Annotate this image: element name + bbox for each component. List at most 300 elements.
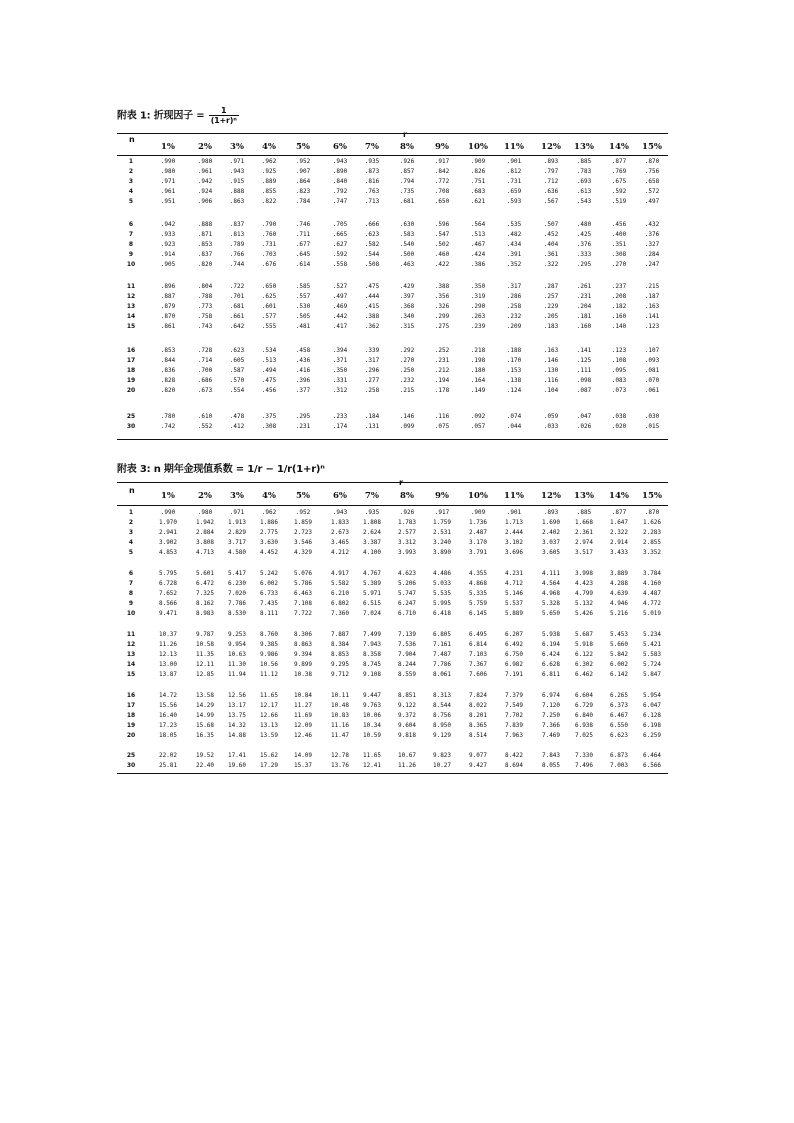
table1-bottom-rule [117, 439, 668, 440]
table-cell: 1.859 [293, 519, 313, 526]
table-cell: .469 [332, 303, 348, 310]
table-cell: 8.313 [432, 692, 452, 699]
row-period: 5 [128, 549, 134, 556]
table1-header-11pct: 11% [504, 142, 524, 152]
table-cell: 5.328 [541, 600, 561, 607]
table-cell: 4.968 [541, 590, 561, 597]
table-cell: .582 [364, 241, 380, 248]
table-cell: 1.759 [432, 519, 452, 526]
table-cell: .659 [506, 188, 522, 195]
table-cell: .092 [470, 413, 486, 420]
row-period: 2 [128, 519, 134, 526]
table-cell: .111 [576, 367, 592, 374]
table-cell: 8.111 [259, 610, 279, 617]
row-period: 1 [128, 158, 134, 165]
table-cell: .676 [261, 261, 277, 268]
table-cell: 6.145 [468, 610, 488, 617]
table-cell: 12.09 [293, 722, 313, 729]
table-cell: .828 [160, 377, 176, 384]
table-cell: .326 [434, 303, 450, 310]
table-cell: 6.729 [574, 702, 594, 709]
table-cell: 6.840 [574, 712, 594, 719]
table-cell: 6.492 [504, 641, 524, 648]
table-cell: .861 [160, 323, 176, 330]
table-cell: 9.295 [330, 661, 350, 668]
table-cell: .613 [576, 188, 592, 195]
table-cell: .467 [470, 241, 486, 248]
table-cell: 6.604 [574, 692, 594, 699]
row-period: 16 [126, 692, 136, 699]
row-period: 5 [128, 198, 134, 205]
table-cell: 7.843 [541, 752, 561, 759]
table-row [117, 157, 668, 167]
table-cell: 12.17 [259, 702, 279, 709]
table-cell: 5.918 [574, 641, 594, 648]
table-cell: .475 [261, 377, 277, 384]
table-cell: 9.253 [227, 631, 247, 638]
table-cell: 8.851 [397, 692, 417, 699]
table-cell: 10.84 [293, 692, 313, 699]
table3-header-9pct: 9% [435, 491, 449, 501]
table-cell: .375 [261, 413, 277, 420]
table-cell: .623 [364, 231, 380, 238]
table-cell: 9.823 [432, 752, 452, 759]
table-cell: 6.122 [574, 651, 594, 658]
table-cell: 13.76 [330, 762, 350, 769]
table-cell: 4.946 [609, 600, 629, 607]
table1-header-1pct: 1% [161, 142, 175, 152]
table-cell: .204 [576, 303, 592, 310]
table-cell: .890 [332, 168, 348, 175]
table-cell: .907 [295, 168, 311, 175]
table-cell: .231 [295, 423, 311, 430]
table-cell: 3.696 [504, 549, 524, 556]
table-cell: 7.549 [504, 702, 524, 709]
table-cell: .863 [229, 198, 245, 205]
table-cell: 8.422 [504, 752, 524, 759]
table-row [117, 197, 668, 207]
table-cell: 10.48 [330, 702, 350, 709]
table-cell: .686 [197, 377, 213, 384]
table-cell: 6.628 [541, 661, 561, 668]
row-period: 17 [126, 702, 136, 709]
table-cell: .650 [434, 198, 450, 205]
table3-top-rule [117, 482, 668, 483]
table-cell: .879 [160, 303, 176, 310]
table-cell: .766 [229, 251, 245, 258]
table-cell: .650 [261, 283, 277, 290]
table-row [117, 751, 668, 761]
row-period: 30 [126, 423, 136, 430]
table1-header-12pct: 12% [541, 142, 561, 152]
table-cell: .961 [197, 168, 213, 175]
table-cell: .436 [295, 357, 311, 364]
table-cell: .567 [543, 198, 559, 205]
table-cell: .636 [543, 188, 559, 195]
table-cell: 8.566 [158, 600, 178, 607]
table1-n-label: n [129, 135, 135, 144]
table-cell: 8.544 [432, 702, 452, 709]
table-cell: 5.786 [293, 580, 313, 587]
row-period: 6 [128, 221, 134, 228]
table-cell: .231 [576, 293, 592, 300]
table-cell: 5.417 [227, 570, 247, 577]
table-cell: .456 [611, 221, 627, 228]
table-cell: 7.887 [330, 631, 350, 638]
table-cell: .935 [364, 158, 380, 165]
table-cell: .188 [506, 347, 522, 354]
table-row [117, 538, 668, 548]
table-cell: .356 [434, 293, 450, 300]
table-cell: 25.81 [158, 762, 178, 769]
table-cell: .478 [229, 413, 245, 420]
table-cell: .784 [295, 198, 311, 205]
table1-header-5pct: 5% [296, 142, 310, 152]
table-cell: .250 [399, 367, 415, 374]
table-cell: 6.002 [609, 661, 629, 668]
table-cell: 8.950 [432, 722, 452, 729]
table-cell: 5.795 [158, 570, 178, 577]
table-cell: .543 [576, 198, 592, 205]
table-cell: .376 [576, 241, 592, 248]
table-cell: 12.66 [259, 712, 279, 719]
table-cell: 1.970 [158, 519, 178, 526]
table-cell: .971 [160, 178, 176, 185]
row-period: 13 [126, 303, 136, 310]
table-cell: .990 [160, 158, 176, 165]
table1-header-15pct: 15% [642, 142, 662, 152]
row-period: 19 [126, 722, 136, 729]
table-cell: 9.471 [158, 610, 178, 617]
table-cell: .164 [470, 377, 486, 384]
table-cell: 6.265 [609, 692, 629, 699]
table-row [117, 412, 668, 422]
row-period: 14 [126, 313, 136, 320]
table-cell: 4.767 [362, 570, 382, 577]
row-period: 11 [126, 631, 136, 638]
row-period: 15 [126, 323, 136, 330]
table-cell: .889 [261, 178, 277, 185]
table-cell: .601 [261, 303, 277, 310]
table-cell: .870 [160, 313, 176, 320]
table-cell: .073 [611, 387, 627, 394]
table-cell: 14.72 [158, 692, 178, 699]
table-cell: .059 [543, 413, 559, 420]
table-cell: .183 [543, 323, 559, 330]
table-cell: .153 [506, 367, 522, 374]
table-cell: .116 [434, 413, 450, 420]
table-cell: 6.207 [504, 631, 524, 638]
table-cell: .857 [399, 168, 415, 175]
table-cell: .258 [364, 387, 380, 394]
table-cell: .123 [611, 347, 627, 354]
table-cell: 4.580 [227, 549, 247, 556]
table-cell: .434 [506, 241, 522, 248]
table-cell: 8.061 [432, 671, 452, 678]
table-cell: 15.56 [158, 702, 178, 709]
table-cell: 6.728 [158, 580, 178, 587]
table-cell: 13.00 [158, 661, 178, 668]
table-row [117, 599, 668, 609]
table-cell: 14.88 [227, 732, 247, 739]
table-cell: 12.78 [330, 752, 350, 759]
table-row [117, 386, 668, 396]
table1-section [117, 102, 668, 442]
table-cell: 14.99 [195, 712, 215, 719]
table-cell: .198 [470, 357, 486, 364]
table-cell: 4.212 [330, 549, 350, 556]
table-row [117, 167, 668, 177]
table-row [117, 260, 668, 270]
table-cell: .505 [295, 313, 311, 320]
table-cell: .182 [611, 303, 627, 310]
table-cell: 7.366 [541, 722, 561, 729]
table-cell: 8.201 [468, 712, 488, 719]
table-cell: .416 [295, 367, 311, 374]
table-cell: .844 [160, 357, 176, 364]
row-period: 1 [128, 509, 134, 516]
table-cell: 2.829 [227, 529, 247, 536]
table-cell: .943 [229, 168, 245, 175]
table-cell: .625 [261, 293, 277, 300]
table-cell: 3.312 [397, 539, 417, 546]
table-cell: .429 [399, 283, 415, 290]
table-cell: .116 [543, 377, 559, 384]
row-period: 4 [128, 188, 134, 195]
table-cell: .404 [543, 241, 559, 248]
table-cell: 1.783 [397, 519, 417, 526]
table-row [117, 650, 668, 660]
table-cell: .394 [332, 347, 348, 354]
table-cell: .327 [644, 241, 660, 248]
table3-header-5pct: 5% [296, 491, 310, 501]
table-cell: .645 [295, 251, 311, 258]
table-cell: 5.234 [642, 631, 662, 638]
table-cell: 2.361 [574, 529, 594, 536]
table-cell: .108 [611, 357, 627, 364]
table-cell: .513 [470, 231, 486, 238]
table-cell: 2.941 [158, 529, 178, 536]
row-period: 7 [128, 231, 134, 238]
table-cell: 7.250 [541, 712, 561, 719]
table-cell: 6.802 [330, 600, 350, 607]
table-cell: 11.12 [259, 671, 279, 678]
table-cell: 5.076 [293, 570, 313, 577]
table-cell: .033 [543, 423, 559, 430]
table-row [117, 356, 668, 366]
table-row [117, 721, 668, 731]
row-period: 3 [128, 178, 134, 185]
table-cell: .535 [506, 221, 522, 228]
table-cell: 15.37 [293, 762, 313, 769]
row-period: 18 [126, 367, 136, 374]
table-cell: .290 [470, 303, 486, 310]
table-cell: 3.889 [609, 570, 629, 577]
table-cell: 5.216 [609, 610, 629, 617]
table-row [117, 322, 668, 332]
table-cell: 6.230 [227, 580, 247, 587]
table-cell: 3.465 [330, 539, 350, 546]
table-cell: .823 [295, 188, 311, 195]
table-cell: .642 [229, 323, 245, 330]
table-cell: .093 [644, 357, 660, 364]
table-cell: 1.886 [259, 519, 279, 526]
table-cell: .141 [644, 313, 660, 320]
table-cell: 7.191 [504, 671, 524, 678]
table-cell: .728 [197, 347, 213, 354]
table-row [117, 701, 668, 711]
table-cell: 3.387 [362, 539, 382, 546]
table-cell: .935 [364, 509, 380, 516]
table-cell: .873 [364, 168, 380, 175]
table-cell: .712 [543, 178, 559, 185]
table-cell: .315 [399, 323, 415, 330]
table-cell: .683 [470, 188, 486, 195]
table-cell: .917 [434, 509, 450, 516]
table-cell: 9.712 [330, 671, 350, 678]
table-cell: .368 [399, 303, 415, 310]
table-cell: 2.444 [504, 529, 524, 536]
table-cell: .527 [332, 283, 348, 290]
table-cell: 6.302 [574, 661, 594, 668]
table-cell: 5.453 [609, 631, 629, 638]
table-cell: .681 [229, 303, 245, 310]
table-cell: 13.87 [158, 671, 178, 678]
table-cell: .554 [229, 387, 245, 394]
table-cell: .362 [364, 323, 380, 330]
row-period: 9 [128, 600, 134, 607]
table-cell: .583 [399, 231, 415, 238]
table-cell: 5.889 [504, 610, 524, 617]
table-row [117, 640, 668, 650]
table-cell: 13.58 [195, 692, 215, 699]
table3-bottom-rule [117, 773, 668, 774]
table-cell: 6.210 [330, 590, 350, 597]
row-period: 8 [128, 590, 134, 597]
table-cell: 9.385 [259, 641, 279, 648]
table-cell: 2.855 [642, 539, 662, 546]
table-cell: .780 [160, 413, 176, 420]
table-cell: .783 [576, 168, 592, 175]
table-cell: .261 [576, 283, 592, 290]
table-cell: 6.811 [541, 671, 561, 678]
table-cell: 19.60 [227, 762, 247, 769]
table-cell: 11.65 [362, 752, 382, 759]
table-row [117, 528, 668, 538]
table-cell: 4.713 [195, 549, 215, 556]
table-cell: 1.713 [504, 519, 524, 526]
table-cell: .205 [543, 313, 559, 320]
table-cell: 5.335 [468, 590, 488, 597]
table1-header-10pct: 10% [468, 142, 488, 152]
table-cell: 9.447 [362, 692, 382, 699]
table-cell: .317 [506, 283, 522, 290]
row-period: 10 [126, 261, 136, 268]
table-cell: .877 [611, 158, 627, 165]
table-cell: .149 [470, 387, 486, 394]
table-cell: 13.17 [227, 702, 247, 709]
table-cell: .212 [434, 367, 450, 374]
table-row [117, 346, 668, 356]
table1-header-14pct: 14% [609, 142, 629, 152]
row-period: 19 [126, 377, 136, 384]
table-row [117, 302, 668, 312]
table-cell: .558 [332, 261, 348, 268]
table-cell: 7.839 [504, 722, 524, 729]
row-period: 3 [128, 529, 134, 536]
table3-header-rule [117, 505, 668, 506]
table-cell: 9.372 [397, 712, 417, 719]
table-cell: .756 [644, 168, 660, 175]
table-cell: .917 [434, 158, 450, 165]
table-cell: 5.842 [609, 651, 629, 658]
table-cell: .924 [197, 188, 213, 195]
table-cell: 13.13 [259, 722, 279, 729]
table1-header-2pct: 2% [198, 142, 212, 152]
table-cell: 6.550 [609, 722, 629, 729]
table-cell: .371 [332, 357, 348, 364]
table-cell: .942 [160, 221, 176, 228]
table-cell: 8.514 [468, 732, 488, 739]
table-cell: 6.733 [259, 590, 279, 597]
table-cell: 9.787 [195, 631, 215, 638]
table-cell: .215 [644, 283, 660, 290]
table-cell: .292 [399, 347, 415, 354]
table-cell: .458 [295, 347, 311, 354]
table-cell: 19.52 [195, 752, 215, 759]
table-cell: .463 [399, 261, 415, 268]
table-cell: .442 [332, 313, 348, 320]
table-cell: 4.486 [432, 570, 452, 577]
table-cell: .270 [611, 261, 627, 268]
table-cell: .925 [261, 168, 277, 175]
table-cell: .456 [261, 387, 277, 394]
table-row [117, 220, 668, 230]
table1-title [117, 106, 239, 125]
table1-header-8pct: 8% [400, 142, 414, 152]
table-cell: 8.162 [195, 600, 215, 607]
row-period: 12 [126, 641, 136, 648]
table-cell: .905 [160, 261, 176, 268]
table-cell: .502 [434, 241, 450, 248]
table-cell: 6.462 [574, 671, 594, 678]
table-cell: .888 [197, 221, 213, 228]
table-cell: 5.954 [642, 692, 662, 699]
table-cell: 4.487 [642, 590, 662, 597]
table-cell: .174 [332, 423, 348, 430]
row-period: 25 [126, 752, 136, 759]
table-cell: 11.65 [259, 692, 279, 699]
table-cell: 10.58 [195, 641, 215, 648]
table-cell: .141 [576, 347, 592, 354]
table-cell: .480 [576, 221, 592, 228]
table3-header-4pct: 4% [262, 491, 276, 501]
table-cell: 6.373 [609, 702, 629, 709]
table-cell: 3.784 [642, 570, 662, 577]
table-cell: 22.40 [195, 762, 215, 769]
table-cell: .837 [229, 221, 245, 228]
table-cell: .711 [295, 231, 311, 238]
table-cell: .417 [332, 323, 348, 330]
row-period: 30 [126, 762, 136, 769]
table-cell: .962 [261, 158, 277, 165]
table-cell: .840 [332, 178, 348, 185]
table-cell: .842 [434, 168, 450, 175]
table-cell: .722 [229, 283, 245, 290]
table-row [117, 548, 668, 558]
table-cell: .822 [261, 198, 277, 205]
table-cell: 3.517 [574, 549, 594, 556]
